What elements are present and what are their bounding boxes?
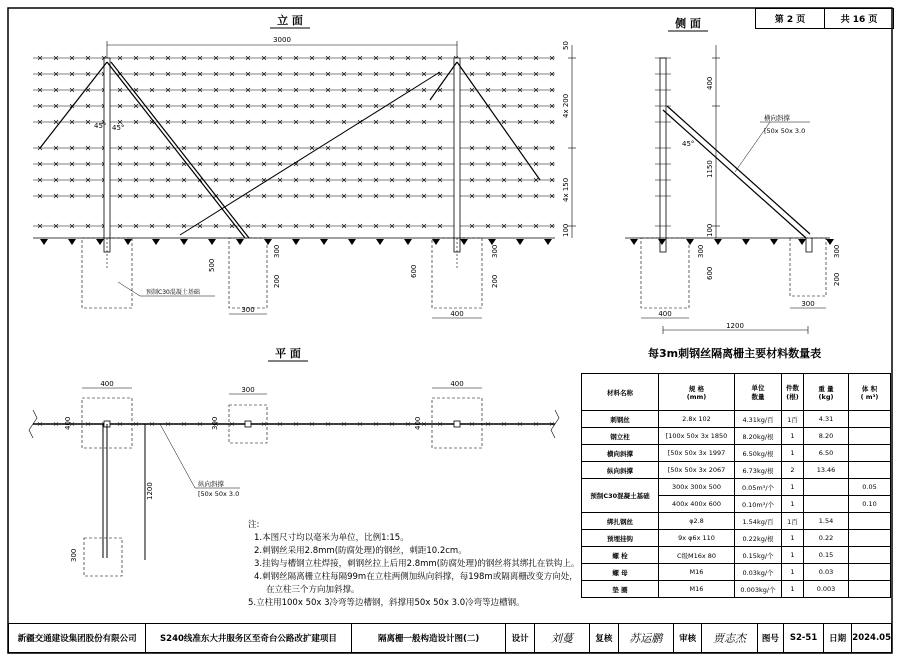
brace-left [107,62,245,238]
note-line-3: 3.挂钩与槽钢立柱焊接，刺钢丝拉上后用2.8mm(防腐处理)的钢丝将其绑扎在铁钩上。 [254,559,580,569]
side-view [625,16,841,334]
materials-title: 每3m刺钢丝隔离栅主要材料数量表 [648,347,822,360]
page-label: 第 2 页 [774,15,806,25]
table-row: 横向斜撑 [50x 50x 3x 1997 6.50kg/根 1 6.50 [582,445,891,462]
date-label: 日期 [824,624,852,652]
col-name: 材料名称 [582,374,659,411]
design-label: 设计 [506,624,534,652]
plan-dim-brace-len: 1200 [146,482,154,500]
plan-title: 平 面 [275,347,301,360]
table-row: 螺 栓 C级M16x 80 0.15kg/个 1 0.15 [582,547,891,564]
approve-signature: 贾志杰 [702,624,758,652]
drawing-title: 隔离栅一般构造设计图(二) [352,624,507,652]
note-line-5: 在立柱三个方向加斜撑。 [266,585,360,595]
drawing-no: S2-51 [784,624,824,652]
dim-found-large-width: 400 [450,310,464,318]
dim-lower-spacing: 4x 150 [562,177,570,202]
angle-left-label: 45° [94,122,107,130]
side-dim-span: 1200 [726,322,744,330]
drawing-no-label: 图号 [758,624,784,652]
side-dim-bottom: 100 [706,223,714,237]
side-dim-found-left-embed: 300 [697,244,705,258]
side-brace-spec: [50x 50x 3.0 [764,127,806,135]
notes-heading: 注: [248,520,260,530]
elevation-view [33,13,576,318]
col-weight: 重 量 (kg) [804,374,849,411]
note-line-6: 5.立柱用100x 50x 3冷弯等边槽钢，斜撑用50x 50x 3.0冷弯等边槽钢。 [248,598,525,608]
dim-post-embed: 300 [273,244,281,258]
side-title: 侧 面 [675,17,701,30]
plan-dim-width-3: 400 [450,380,464,388]
side-dim-width-right: 300 [801,300,815,308]
table-row: 纵向斜撑 [50x 50x 3x 2067 6.73kg/根 2 13.46 [582,462,891,479]
barbed-wires [33,56,555,228]
plan-dim-width-2: 300 [241,386,255,394]
side-dim-found-right-embed: 300 [833,244,841,258]
side-dim-found-left-depth: 600 [706,266,714,280]
dim-found-small-depth: 500 [208,258,216,272]
dim-found-small-width: 300 [241,306,255,314]
table-row: 绑扎钢丝 φ2.8 1.54kg/百 1百 1.54 [582,513,891,530]
table-row: 预埋挂钩 9x φ6x 110 0.22kg/根 1 0.22 [582,530,891,547]
elevation-title: 立 面 [277,14,303,27]
dim-post-base: 200 [273,274,281,288]
table-row: 预制C30混凝土基础 300x 300x 500 0.05m³/个 1 0.05 [582,479,891,496]
plan-dim-found-bottom: 300 [70,548,78,562]
project-name: S240线准东大井服务区至奇台公路改扩建项目 [146,624,351,652]
dim-found-large-base: 200 [491,274,499,288]
steel-post-right [454,58,460,252]
table-header-row [582,374,891,411]
date-value: 2024.05 [852,633,891,643]
side-dim-mid: 1150 [706,160,714,178]
table-row: 钢立柱 [100x 50x 3x 1850 8.20kg/根 1 8.20 [582,428,891,445]
col-count: 件数 (根) [782,374,804,411]
dim-bottom-100: 100 [562,223,570,237]
plan-brace-spec: [50x 50x 3.0 [198,490,240,498]
note-line-1: 1.本图尺寸均以毫米为单位，比例1:15。 [254,533,409,543]
review-signature: 苏运鹏 [619,624,675,652]
approve-label: 审核 [674,624,702,652]
plan-dim-side-1: 400 [64,416,72,430]
side-dim-top: 400 [706,76,714,90]
side-angle-label: 45° [682,140,695,148]
side-post [660,58,666,252]
plan-dim-width-1: 400 [100,380,114,388]
table-row: 刺钢丝 2.8x 102 4.31kg/百 1百 4.31 [582,411,891,428]
note-line-4: 4.刺钢丝隔离栅立柱每隔99m在立柱两侧加纵向斜撑，每198m或隔离栅改变方向处， [254,572,578,582]
side-dim-width-left: 400 [658,310,672,318]
elevation-span-dim: 3000 [273,36,291,44]
col-spec: 规 格 (mm) [659,374,735,411]
side-dim-found-right-base: 200 [833,272,841,286]
col-unit: 单位 数量 [735,374,782,411]
notes-block [248,519,579,610]
company-name: 新疆交通建设集团股份有限公司 [9,624,146,652]
side-foundation-right [790,238,826,296]
plan-brace-label: 纵向斜撑 [198,480,224,488]
title-block [8,623,892,653]
design-signature: 刘蔓 [535,624,591,652]
table-row: 400x 400x 600 0.10m³/个 1 0.10 [582,496,891,513]
dim-found-large-embed: 300 [491,244,499,258]
steel-post-left [104,58,110,252]
table-row: 螺 母 M16 0.03kg/个 1 0.03 [582,564,891,581]
materials-table [581,373,891,598]
foundation-label: 预制C30混凝土基础 [146,289,200,296]
col-volume: 体 积 ( m³) [849,374,891,411]
table-row: 垫 圈 M16 0.003kg/个 1 0.003 [582,581,891,598]
plan-dim-side-2: 300 [211,416,219,430]
note-line-2: 2.刺钢丝采用2.8mm(防腐处理)的钢丝，刺距10.2cm。 [254,546,467,556]
dim-upper-spacing: 4x 200 [562,93,570,118]
review-label: 复核 [590,624,618,652]
side-brace-label: 横向斜撑 [764,114,790,122]
plan-dim-side-3: 400 [414,416,422,430]
dim-found-large-depth: 600 [410,264,418,278]
total-pages-label: 共 16 页 [824,9,893,28]
dim-top-50: 50 [562,41,570,50]
angle-right-label: 45° [112,124,125,132]
